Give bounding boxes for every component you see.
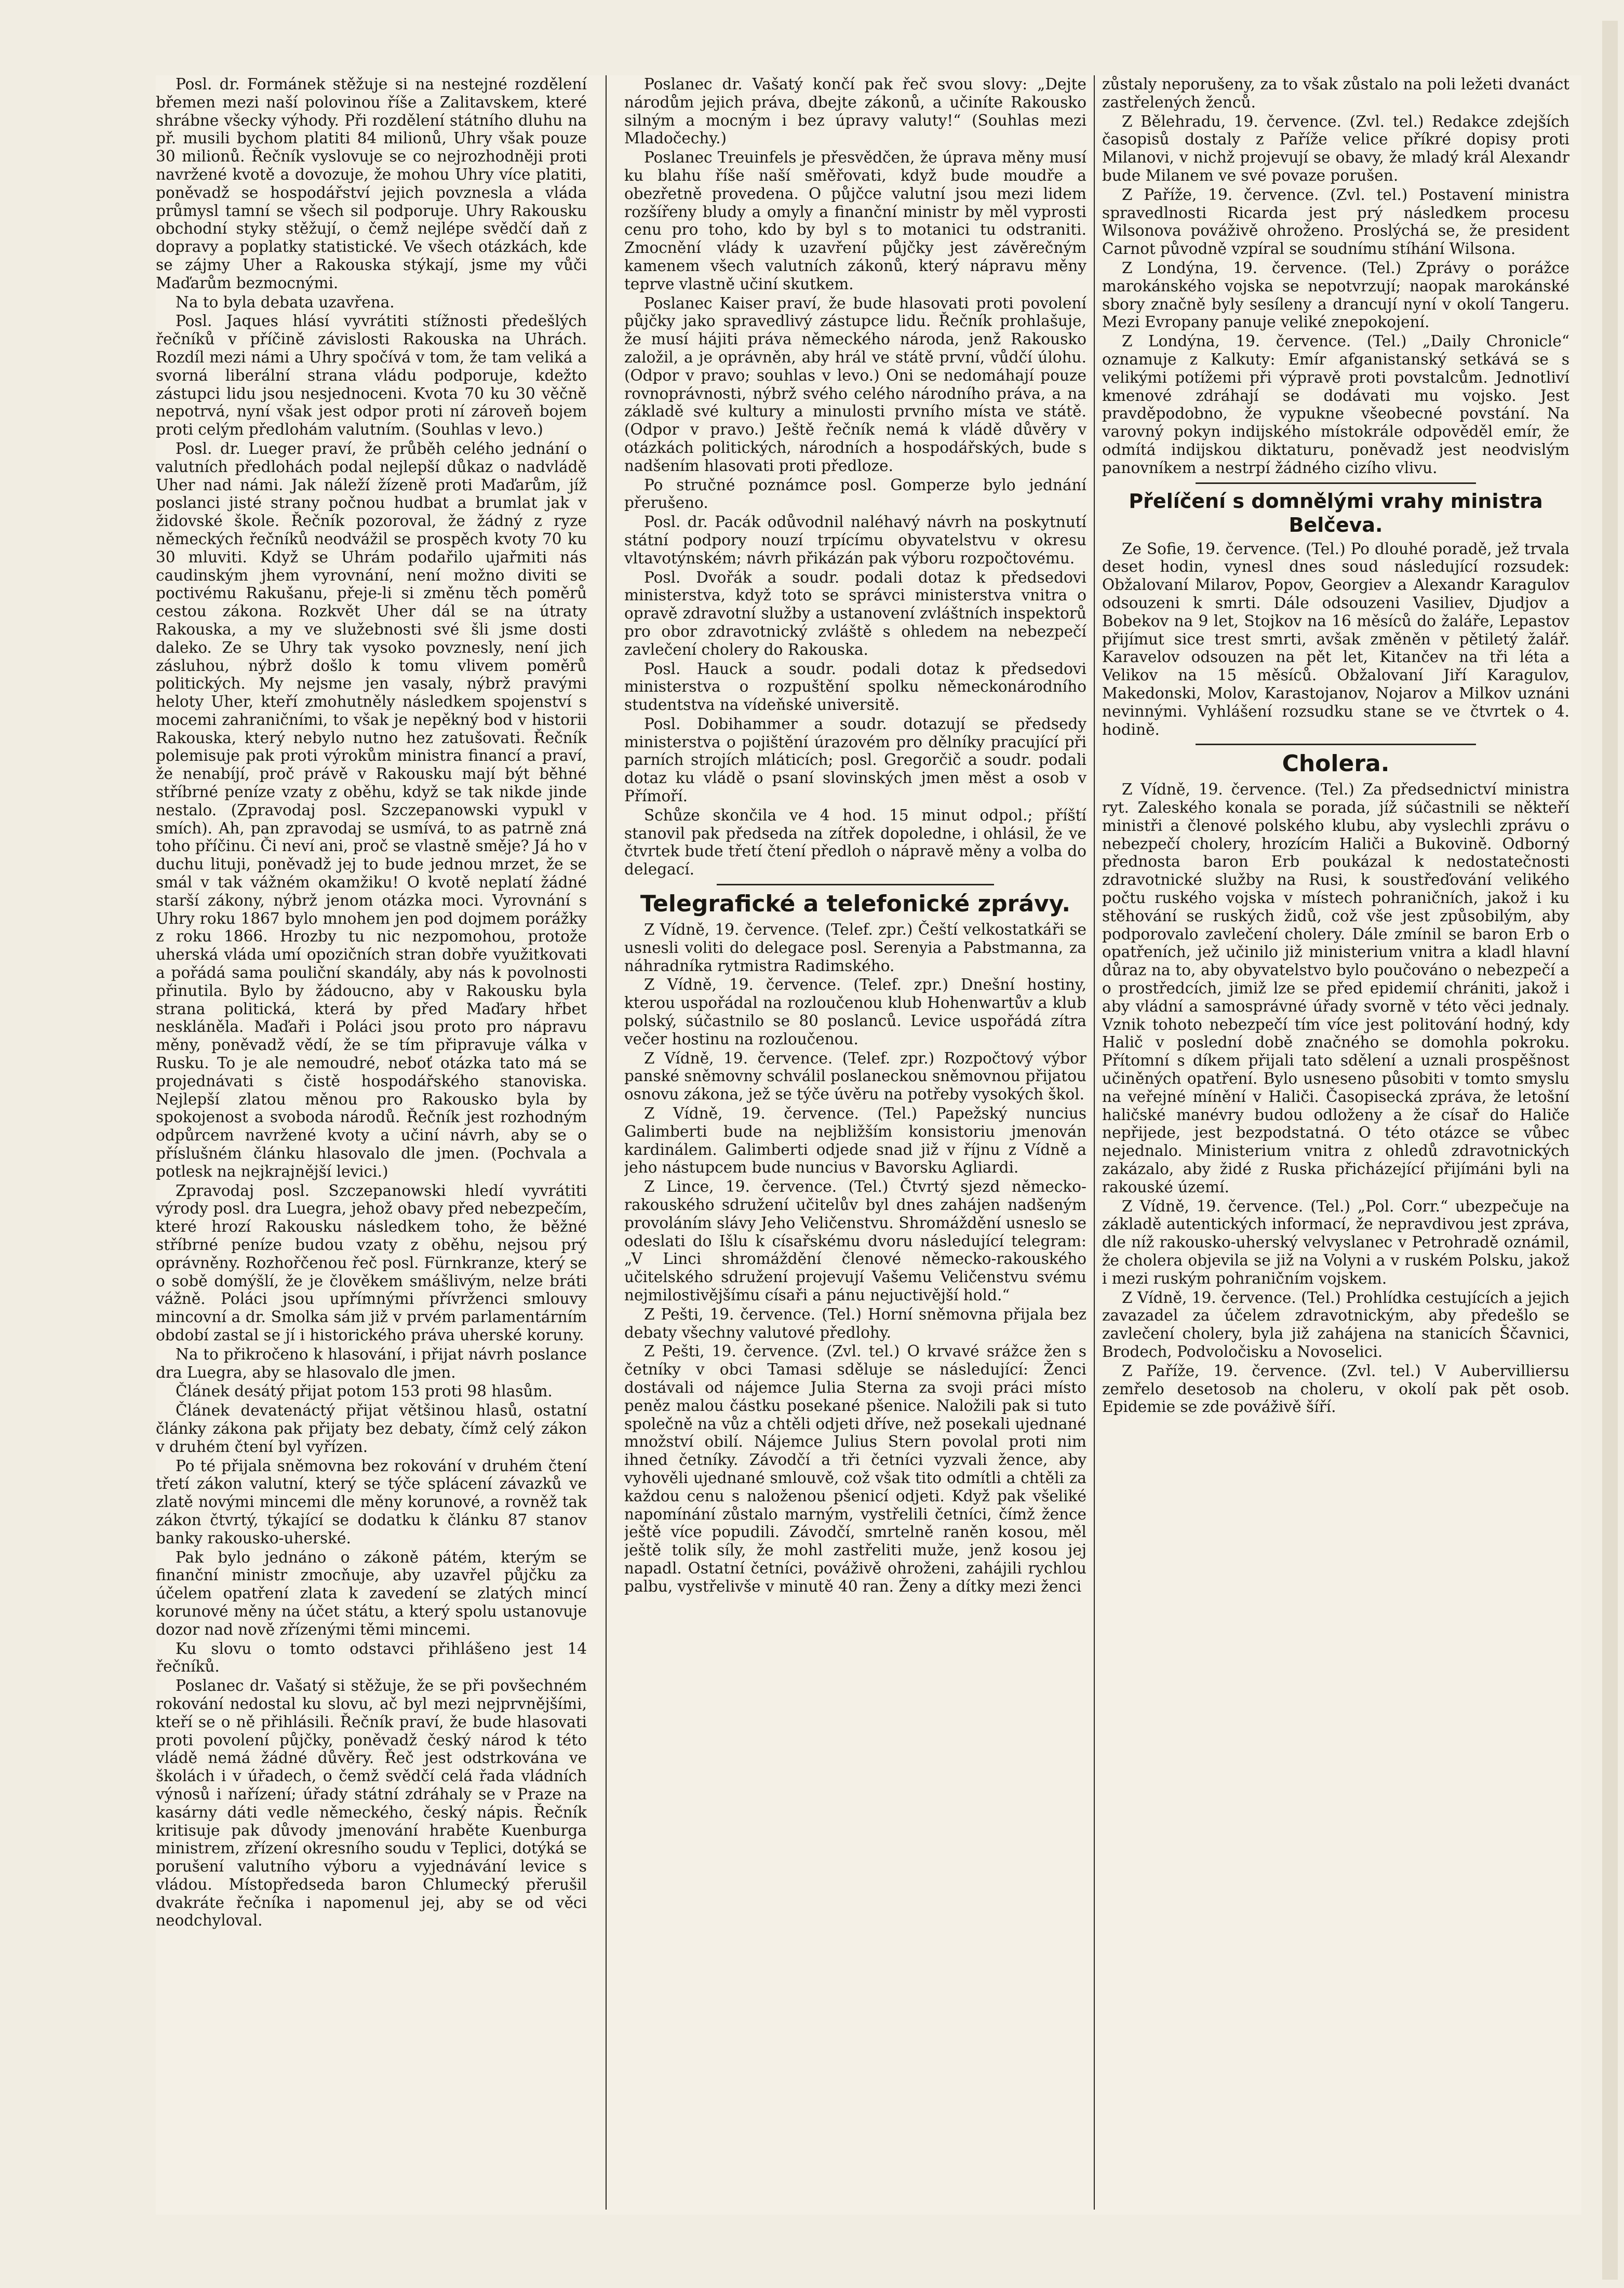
paragraph: Zpravodaj posl. Szczepanowski hledí vyvrátiti výrody posl. dra Luegra, jehož obavy před nebezpečím, které hrozí Rakousku následkem toho, že běžné stříbrné peníze budou vzaty z oběhu, nejsou prý oprávněny. Rozhořčenou řeč posl. Fürnkranze, který se o sobě domýšlí, že je člověkem smášlivým, nelze bráti vážně. Poláci jsou upřímnými přívrženci smlouvy mincovní a dr. Smolka sám již v prvém parlamentárním období zastal se jí i historického práva uherské koruny.	[156, 1181, 587, 1344]
news-item: Z Vídně, 19. července. (Telef. zpr.) Dnešní hostiny, kterou uspořádal na rozloučenou klub Hohenwartův a klub polský, súčastnilo se 80 poslanců. Levice uspořádá zítra večer hostinu na rozloučenou.	[624, 976, 1086, 1048]
news-item: Z Vídně, 19. července. (Tel.) „Pol. Corr.“ ubezpečuje na základě autentických informací, že nepravdivou jest zpráva, dle níž rakousko-uherský velvyslanec v Petrohradě oznámil, že cholera objevila se již na Volyni a v ruském Polsku, jakož i mezi ruským pohraničním vojskem.	[1102, 1197, 1569, 1287]
newspaper-page	[156, 75, 1581, 2215]
news-item: Z Londýna, 19. července. (Tel.) „Daily Chronicle“ oznamuje z Kalkuty: Emír afganistanský setkává se s velikými potížemi při výpravě proti povstalcům. Jednotliví kmenové zdráhají se dodávati mu vojsko. Jest pravděpodobno, že vypukne všeobecné povstání. Na varovný pokyn indijského místokrále odpověděl emír, že odmítá indijskou diktaturu, poněvadž jest neodvislým panovníkem a nestrpí žádného cizího vlivu.	[1102, 332, 1569, 477]
news-item: Z Londýna, 19. července. (Tel.) Zprávy o porážce marokánského vojska se nepotvrzují; naopak marokánské sbory značně byly sesíleny a drancují nyní v okolí Tangeru. Mezi Evropany panuje veliké znepokojení.	[1102, 259, 1569, 331]
column-divider	[1094, 75, 1095, 2210]
paragraph: Posl. Hauck a soudr. podali dotaz k předsedovi ministerstva o rozpuštění spolku německonárodního studentstva na vídeňské universitě.	[624, 660, 1086, 714]
news-item: Z Vídně, 19. července. (Tel.) Za předsednictví ministra ryt. Zaleského konala se porada, jíž súčastnili se někteří ministři a členové polského klubu, aby vyslechli zprávu o nebezpečí cholery, hrozícím Haliči a Bukovině. Odborný přednosta baron Erb poukázal k nedostatečnosti zdravotnické služby na Rusi, k soustřeďování velikého počtu ruského vojska v místech pohraničních, jakož i ku stěhování se ruských židů, což vše jest způsobilým, aby podporovalo zavlečení cholery. Dále zmínil se baron Erb o opatřeních, jež učinilo již ministerium vnitra a kladl hlavní důraz na to, aby obyvatelstvo bylo poučováno o nebezpečí a o prostředcích, jimiž lze se před epidemií chrániti, jakož i aby vládní a samosprávné úřady svorně v této věci jednaly. Vznik tohoto nebezpečí tím více jest politování hodný, kdy Halič v poslední době značného se domohla pokroku. Přítomní s díkem přijali tato sdělení a uznali prospěšnost učiněných opatření. Bylo usneseno působiti v tomto smyslu na veřejné mínění v Haliči. Časopisecká zpráva, že letošní haličské manévry budou odloženy a že císař do Haliče nepřijede, jest bezpodstatná. O této otázce se vůbec nejednalo. Ministerium vnitra z ohledů zdravotnických zakázalo, aby židé z Ruska přicházející přijímáni byli na rakouské území.	[1102, 780, 1569, 1196]
paragraph: Pak bylo jednáno o zákoně pátém, kterým se finanční ministr zmocňuje, aby uzavřel půjčku za účelem opatření zlata k zavedení se zlatých mincí korunové měny na účet státu, a který spolu ustanovuje dozor nad nově zřízenými těmi mincemi.	[156, 1548, 587, 1638]
news-item: Z Pešti, 19. července. (Zvl. tel.) O krvavé srážce žen s četníky v obci Tamasi sděluje se následující: Ženci dostávali od nájemce Julia Sterna za svoji práci místo peněz malou částku posekané pšenice. Naložili pak si tuto společně na vůz a chtěli odjeti dříve, než posekali ujednané množství obilí. Nájemce Julius Stern povolal proti nim ihned četníky. Závodčí a tři četníci vyzvali žence, aby vyhověli ujednané smlouvě, což však tito odmítli a chtěli za každou cenu s naloženou pšenicí odjeti. Když pak všeliké napomínání zůstalo marným, vystřelili četníci, čímž žence ještě více popudili. Závodčí, smrtelně raněn kosou, měl ještě tolik síly, že mohl zastřeliti muže, jenž kosou jej napadl. Ostatní četníci, pováživě ohroženi, zahájili rychlou palbu, vystřelivše v minutě 40 ran. Ženy a dítky mezi ženci	[624, 1342, 1086, 1595]
news-item: Z Lince, 19. července. (Tel.) Čtvrtý sjezd německo-rakouského sdružení učitelův byl dnes zahájen nadšeným provoláním slávy Jeho Veličenstvu. Shromáždění usneslo se odeslati do Išlu k císařskému dvoru následující telegram: „V Linci shromáždění členové německo-rakouského učitelského sdružení projevují Vašemu Veličenstvu svému nejmilostivějšímu císaři a pánu nejuctivější hold.“	[624, 1178, 1086, 1304]
paragraph: Posl. Jaques hlásí vyvrátiti stížnosti předešlých řečníků v příčině závislosti Rakouska na Uhrách. Rozdíl mezi námi a Uhry spočívá v tom, že tam veliká a svorná liberální strana vládu podporuje, kdežto zástupci lidu jsou nesjednoceni. Kvota 70 ku 30 věčně nepotrvá, nyní však jest odpor proti ní zároveň bojem proti celým předlohám valutním. (Souhlas v levo.)	[156, 312, 587, 439]
paragraph: Poslanec Kaiser praví, že bude hlasovati proti povolení půjčky jako spravedlivý zástupce lidu. Řečník prohlašuje, že musí hájiti práva německého národa, jenž Rakousko založil, a je oprávněn, aby hrál ve státě první, vůdčí úlohu. (Odpor v pravo; souhlas v levo.) Oni se nedomáhají pouze rovnoprávnosti, nýbrž svého celého národního práva, a na základě své kultury a minulosti prvního místa ve státě. (Odpor v pravo.) Ještě řečník nemá k vládě důvěry v otázkách politických, národních a hospodářských, bude s nadšením hlasovati proti předloze.	[624, 294, 1086, 475]
news-item: Z Bělehradu, 19. července. (Zvl. tel.) Redakce zdejších časopisů dostaly z Paříže velice příkré dopisy proti Milanovi, v nichž projevují se obavy, že mladý král Alexandr bude Milanem ve své povaze porušen.	[1102, 112, 1569, 184]
paragraph: Poslanec dr. Vašatý končí pak řeč svou slovy: „Dejte národům jejich práva, dbejte zákonů, a učiníte Rakousko silným a mocným i bez úpravy valuty!“ (Souhlas mezi Mladočechy.)	[624, 75, 1086, 147]
paragraph: Článek devatenáctý přijat většinou hlasů, ostatní články zákona pak přijaty bez debaty, čímž celý zákon v druhém čtení byl vyřízen.	[156, 1402, 587, 1456]
page-edge	[1602, 21, 1618, 2280]
news-item: Z Paříže, 19. července. (Zvl. tel.) Postavení ministra spravedlnosti Ricarda jest prý následkem procesu Wilsonova pováživě ohroženo. Proslýchá se, že president Carnot původně vzpíral se soudnímu stíhání Wilsona.	[1102, 185, 1569, 258]
paragraph: Na to byla debata uzavřena.	[176, 293, 395, 311]
section-heading-telegraphic-news: Telegrafické a telefonické zprávy.	[640, 891, 1071, 918]
paragraph: Po té přijala sněmovna bez rokování v druhém čtení třetí zákon valutní, který se týče splácení závazků ve zlatě novými mincemi dle měny korunové, a rovněž tak zákon čtvrtý, týkající se dodatku k článku 87 stanov banky rakousko-uherské.	[156, 1457, 587, 1547]
news-item: Z Vídně, 19. července. (Telef. zpr.) Čeští velkostatkáři se usnesli voliti do delegace posl. Serenyia a Pabstmanna, za náhradníka rytmistra Radimského.	[624, 921, 1086, 975]
section-heading-cholera: Cholera.	[1282, 750, 1390, 777]
column-divider	[606, 75, 607, 2210]
section-divider	[1196, 744, 1476, 745]
section-divider	[717, 884, 994, 885]
column-2	[624, 75, 1086, 2210]
news-item: Z Vídně, 19. července. (Tel.) Prohlídka cestujících a jejich zavazadel za účelem zdravotnickým, aby předešlo se zavlečení cholery, byla již zahájena na stanicích Ščavnici, Brodech, Podvoločisku a Novoselici.	[1102, 1288, 1569, 1361]
paragraph: Poslanec dr. Vašatý si stěžuje, že se při povšechném rokování nedostal ku slovu, ač byl mezi nejprvnějšími, kteří se o ně přihlásili. Řečník praví, že bude hlasovati proti povolení půjčky, poněvadž český národ k této vládě nemá žádné důvěry. Řeč jest odstrkována ve školách i v úřadech, o čemž svědčí celá řada vládních výnosů i nařízení; úřady státní zdráhaly se v Praze na kasárny dáti vedle německého, český nápis. Řečník kritisuje pak důvody jmenování hraběte Kuenburga ministrem, zřízení okresního soudu v Teplici, dotýká se porušení valutního výboru a vyjednávání levice s vládou. Místopředseda baron Chlumecký přerušil dvakráte řečníka i napomenul jej, aby se od věci neodchyloval.	[156, 1677, 587, 1930]
news-item: Z Vídně, 19. července. (Tel.) Papežský nuncius Galimberti bude na nejbližším konsistoriu jmenován kardinálem. Galimberti odjede snad již v říjnu z Vídně a jeho nástupcem bude nuncius v Bavorsku Agliardi.	[624, 1105, 1086, 1177]
news-item: zůstaly neporušeny, za to však zůstalo na poli ležeti dvanáct zastřelených ženců.	[1102, 75, 1569, 111]
paragraph: Posl. dr. Lueger praví, že průběh celého jednání o valutních předlohách podal nejlepší důkaz o nadvládě Uher nad námi. Jak náleží žízeně proti Maďarům, jíž poslanci jisté strany počnou hudbat a brumlat jak v židovské škole. Řečník pozoroval, že žádný z ryze německých řečníků neodvážil se prospěch kvoty 70 ku 30 mluviti. Když se Uhrám podařilo ujařmiti nás caudinským jhem vyrovnání, není možno diviti se poctivému Rakušanu, přeje-li si změnu těch poměrů cestou zákona. Rozkvět Uher dál se na útraty Rakouska, a my ve služebnosti své šli jsme dosti daleko. Ze se Uhry tak vysoko povznesly, není jich zásluhou, nýbrž došlo k tomu vlivem poměrů politických. My nejsme jen vasaly, nýbrž pravými heloty Uher, kteří zmohutněly následkem spojenství s mocemi zahraničními, to však je nepěkný bod v historii Rakouska, který nebylo nutno hez zatušovati. Řečník polemisuje pak proti výrokům ministra financí a praví, že nenabíjí, proč právě v Rakousku mají být běhné stříbrné peníze vzaty z oběhu, když se tak nikde jinde nestalo. (Zpravodaj posl. Szczepanowski vypukl v smích). Ah, pan zpravodaj se usmívá, to as patrně zná toho příčinu. Či neví ani, proč se vlastně směje? Já ho v duchu lituji, poněvadž jej to bude jednou mrzet, že se smál v tak vážném okamžiku! O kvotě neplatí žádné starší zákony, nýbrž jenom otázka moci. Vyrovnání s Uhry roku 1867 bylo mnohem jen pod dojmem porážky z roku 1866. Hrozby tu nic nezpomohou, protože uherská vláda umí opozičních stran dobře využitkovati a pořádá sama pouliční skandály, aby nás k povolnosti přinutila. Bylo by žádoucno, aby v Rakousku byla strana politická, která by před Maďary hřbet neskláněla. Maďaři i Poláci jsou proto pro nápravu měny, poněvadž vědí, že se tím připravuje válka v Rusku. To je ale nemoudré, neboť otázka tato má se projednávati s čistě hospodářského stanoviska. Nejlepší zlatou měnou pro Rakousko byla by spokojenost a svoboda národů. Řečník jest rozhodným odpůrcem navržené kvoty a učiní návrh, aby se o příslušném článku hlasovalo dle jmen. (Pochvala a potlesk na nejkrajnější levici.)	[156, 439, 587, 1180]
news-item: Z Pešti, 19. července. (Tel.) Horní sněmovna přijala bez debaty všechny valutové předlohy.	[624, 1305, 1086, 1341]
paragraph: Článek desátý přijat potom 153 proti 98 hlasům.	[176, 1382, 553, 1401]
section-divider	[1196, 482, 1476, 484]
news-item: Z Paříže, 19. července. (Zvl. tel.) V Aubervilliersu zemřelo desetosob na choleru, v okolí pak pět osob. Epidemie se zde pováživě šíří.	[1102, 1362, 1569, 1416]
paragraph: Po stručné poznámce posl. Gomperze bylo jednání přerušeno.	[624, 476, 1086, 512]
paragraph: Posl. Dobihammer a soudr. dotazují se předsedy ministerstva o pojištění úrazovém pro dělníky pracující při parních strojích mláticích; posl. Gregorčič a soudr. podali dotaz ku vládě o psaní slovinských jmen měst a osob v Přímoří.	[624, 715, 1086, 805]
news-item: Z Vídně, 19. července. (Telef. zpr.) Rozpočtový výbor panské sněmovny schválil poslaneckou sněmovnou přijatou osnovu zákona, jež se týče úvěru na potřeby vysokých škol.	[624, 1049, 1086, 1103]
paragraph: Schůze skončila ve 4 hod. 15 minut odpol.; příští stanovil pak předseda na zítřek dopoledne, i ohlásil, že ve čtvrtek bude třetí čtení předloh o nápravě měny a volba do delegací.	[624, 806, 1086, 879]
paragraph: Na to přikročeno k hlasování, i přijat návrh poslance dra Luegra, aby se hlasovalo dle jmen.	[156, 1345, 587, 1381]
paragraph: Posl. dr. Formánek stěžuje si na nestejné rozdělení břemen mezi naší polovinou říše a Zalitavskem, které shrábne všecky výhody. Při rozdělení státního dluhu na př. musili bychom platiti 84 milionů, Uhry však pouze 30 milionů. Řečník vyslovuje se co nejrozhodněji proti navržené kvotě a dovozuje, že mohou Uhry více platiti, poněvadž se hospodářství jejich povznesla a vláda průmysl tamní se všech sil podporuje. Uhry Rakousku obchodní styky stěžují, o čemž nejlépe svědčí daň z dopravy a poplatky statistické. Ve všech otázkách, kde se zájmy Uher a Rakouska stýkají, jsme my vůči Maďarům bezmocnými.	[156, 75, 587, 292]
column-3	[1102, 75, 1569, 2210]
column-1	[156, 75, 587, 2210]
paragraph: Poslanec Treuinfels je přesvědčen, že úprava měny musí ku blahu říše naší směřovati, když bude moudře a obezřetně provedena. O půjčce valutní jsou mezi lidem rozšířeny bludy a omyly a finanční ministr by měl vyprosti cenu pro toho, kdo by byl s to motanici tu odstraniti. Zmocnění vlády k uzavření půjčky jest závěrečným kamenem všech valutních zákonů, který nápravu měny teprve vlastně učiní skutkem.	[624, 149, 1086, 293]
news-item: Ze Sofie, 19. července. (Tel.) Po dlouhé poradě, jež trvala deset hodin, vynesl dnes soud následující rozsudek: Obžalovaní Milarov, Popov, Georgiev a Alexandr Karagulov odsouzeni k smrti. Dále odsouzeni Vasiliev, Djudjov a Bobekov na 9 let, Stojkov na 16 měsíců do žaláře, Lepastov přijímut sice trest smrti, avšak změněn v pětiletý žalář. Karavelov odsouzen na pět let, Kitančev na tři léta a Velikov na 15 měsíců. Obžalovaní Jiří Karagulov, Makedonski, Molov, Karastojanov, Nojarov a Milkov uznáni nevinnými. Vyhlášení rozsudku stane se ve čtvrtek o 4. hodině.	[1102, 540, 1569, 738]
section-heading-belcev-trial: Přelíčení s domnělými vrahy ministra Belčeva.	[1129, 489, 1543, 536]
paragraph: Posl. dr. Pacák odůvodnil naléhavý návrh na poskytnutí státní podpory nouzí trpícímu obyvatelstvu v okresu vltavotýnském; návrh přikázán pak výboru rozpočtovému.	[624, 513, 1086, 567]
paragraph: Posl. Dvořák a soudr. podali dotaz k předsedovi ministerstva, když toto se správci ministerstva vnitra o opravě zdravotní služby a ustanovení zvláštních inspektorů pro obor zdravotnický zvláště s ohledem na nebezpečí zavlečení cholery do Rakouska.	[624, 568, 1086, 658]
paragraph: Ku slovu o tomto odstavci přihlášeno jest 14 řečníků.	[156, 1639, 587, 1676]
